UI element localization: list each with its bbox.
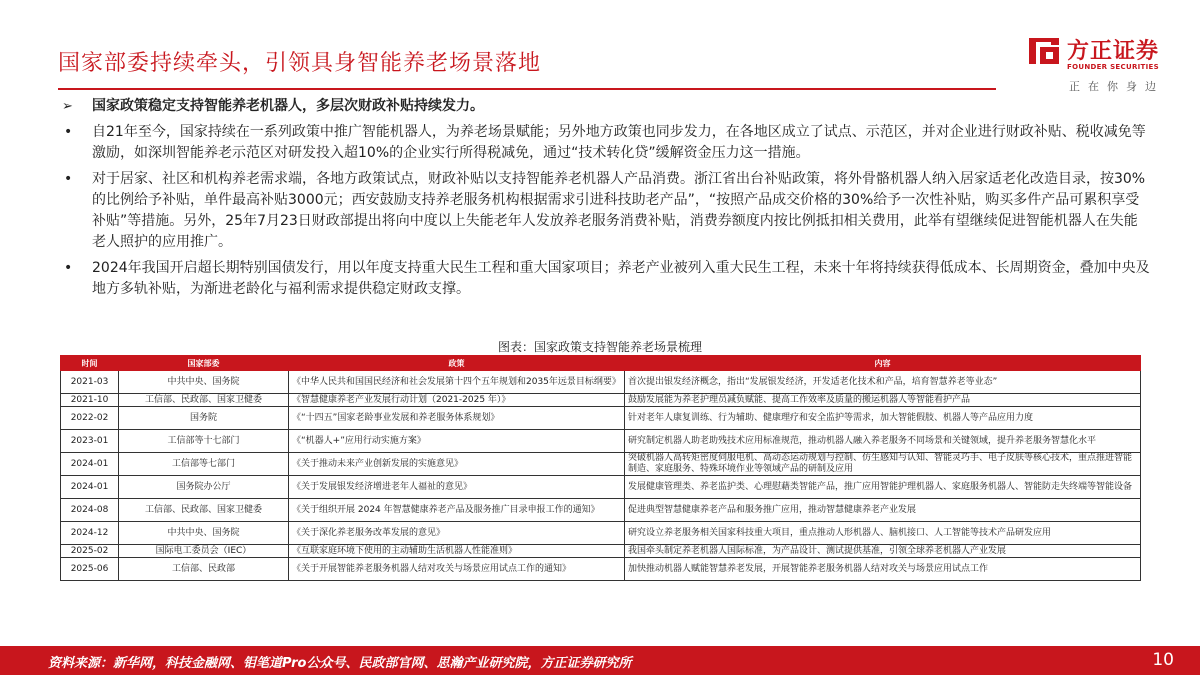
table-row xyxy=(61,371,1141,394)
cell-content: 加快推动机器人赋能智慧养老发展，开展智能养老服务机器人结对攻关与场景应用试点工作 xyxy=(625,558,1141,581)
table-row xyxy=(61,407,1141,430)
cell-policy: 《关于开展智能养老服务机器人结对攻关与场景应用试点工作的通知》 xyxy=(289,558,625,581)
table-row xyxy=(61,558,1141,581)
cell-time: 2021-03 xyxy=(61,371,119,394)
table-caption: 图表：国家政策支持智能养老场景梳理 xyxy=(497,340,702,354)
cell-time: 2022-02 xyxy=(61,407,119,430)
cell-ministry: 中共中央、国务院 xyxy=(119,522,289,545)
arrow-bullet-icon: ➢ xyxy=(62,99,73,114)
cell-ministry: 国务院办公厅 xyxy=(119,476,289,499)
table-row xyxy=(61,430,1141,453)
logo-name-cn: 方正证券 xyxy=(1067,39,1160,64)
table-row xyxy=(61,394,1141,407)
cell-ministry: 中共中央、国务院 xyxy=(119,371,289,394)
cell-time: 2021-10 xyxy=(61,394,119,407)
lead-text: 国家政策稳定支持智能养老机器人，多层次财政补贴持续发力。 xyxy=(92,98,484,114)
footer-bar xyxy=(0,646,1200,675)
logo-name-en: FOUNDER SECURITIES xyxy=(1067,63,1159,71)
cell-policy: 《“十四五”国家老龄事业发展和养老服务体系规划》 xyxy=(289,407,625,430)
bullet-text: 对于居家、社区和机构养老需求端，各地方政策试点，财政补贴以支持智能养老机器人产品消费。浙江省出台补贴政策，将外骨骼机器人纳入居家适老化改造目录，按30%的比例给予补贴，单件最高补贴3000元；西安鼓励支持养老服务机构根据需求引进科技助老产品”，“按照产品成交价格的30%给予一次性补贴，购买多件产品可累积享受补贴”等措施。另外，25年7月23日财政部提出将向中度以上失能老年人发放养老服务消费补贴，消费券额度内按比例抵扣相关费用，此举有望继续促进智能机器人在失能老人照护的应用推广。 xyxy=(92,171,1146,250)
header-ministry: 国家部委 xyxy=(119,356,289,371)
cell-policy: 《智慧健康养老产业发展行动计划（2021-2025 年）》 xyxy=(289,394,625,407)
lead-point xyxy=(60,96,1150,117)
source-note: 资料来源：新华网，科技金融网、钼笔道Pro公众号、民政部官网、思瀚产业研究院，方正证券研究所 xyxy=(48,656,632,671)
logo-slogan: 正在你身边 xyxy=(1069,80,1164,93)
page-number: 10 xyxy=(1152,650,1174,670)
page-title: 国家部委持续牵头，引领具身智能养老场景落地 xyxy=(58,51,542,76)
bullet-dot-icon: • xyxy=(64,171,73,187)
cell-content: 促进典型智慧健康养老产品和服务推广应用，推动智慧健康养老产业发展 xyxy=(625,499,1141,522)
cell-policy: 《“机器人+”应用行动实施方案》 xyxy=(289,430,625,453)
bullet-item xyxy=(60,258,1150,300)
cell-time: 2025-02 xyxy=(61,545,119,558)
cell-policy: 《关于组织开展 2024 年智慧健康养老产品及服务推广目录申报工作的通知》 xyxy=(289,499,625,522)
cell-ministry: 国务院 xyxy=(119,407,289,430)
header-content: 内容 xyxy=(625,356,1141,371)
founder-logo-icon xyxy=(1027,36,1061,66)
cell-time: 2024-01 xyxy=(61,453,119,476)
cell-policy: 《关于推动未来产业创新发展的实施意见》 xyxy=(289,453,625,476)
cell-ministry: 工信部等十七部门 xyxy=(119,430,289,453)
cell-ministry: 工信部、民政部 xyxy=(119,558,289,581)
cell-ministry: 工信部等七部门 xyxy=(119,453,289,476)
bullet-dot-icon: • xyxy=(64,260,73,276)
cell-ministry: 国际电工委员会（IEC） xyxy=(119,545,289,558)
cell-content: 针对老年人康复训练、行为辅助、健康理疗和安全监护等需求，加大智能假肢、机器人等产品应用力度 xyxy=(625,407,1141,430)
bullet-text: 2024年我国开启超长期特别国债发行，用以年度支持重大民生工程和重大国家项目；养老产业被列入重大民生工程，未来十年将持续获得低成本、长周期资金，叠加中央及地方多轨补贴，为渐进老龄化与福利需求提供稳定财政支撑。 xyxy=(92,260,1150,297)
bullet-item xyxy=(60,122,1150,164)
bullet-dot-icon: • xyxy=(64,124,73,140)
cell-content: 研究设立养老服务相关国家科技重大项目，重点推动人形机器人、脑机接口、人工智能等技术产品研发应用 xyxy=(625,522,1141,545)
body-text xyxy=(60,96,1150,300)
cell-ministry: 工信部、民政部、国家卫健委 xyxy=(119,499,289,522)
table-row xyxy=(61,453,1141,476)
cell-content: 首次提出银发经济概念，指出“发展银发经济，开发适老化技术和产品，培育智慧养老等业态” xyxy=(625,371,1141,394)
policy-table xyxy=(60,355,1141,581)
cell-policy: 《关于发展银发经济增进老年人福祉的意见》 xyxy=(289,476,625,499)
cell-policy: 《中华人民共和国国民经济和社会发展第十四个五年规划和2035年远景目标纲要》 xyxy=(289,371,625,394)
table-row xyxy=(61,522,1141,545)
founder-securities-logo xyxy=(1027,34,1177,98)
table-header-row xyxy=(61,356,1141,371)
bullet-item xyxy=(60,169,1150,253)
cell-policy: 《关于深化养老服务改革发展的意见》 xyxy=(289,522,625,545)
cell-policy: 《互联家庭环境下使用的主动辅助生活机器人性能准则》 xyxy=(289,545,625,558)
cell-time: 2024-01 xyxy=(61,476,119,499)
header-time: 时间 xyxy=(61,356,119,371)
cell-content: 鼓励发展能为养老护理员减负赋能、提高工作效率及质量的搬运机器人等智能看护产品 xyxy=(625,394,1141,407)
cell-time: 2024-08 xyxy=(61,499,119,522)
cell-content: 突破机器人高转矩密度伺服电机、高动态运动规划与控制、仿生感知与认知、智能灵巧手、电子皮肤等核心技术，重点推进智能制造、家庭服务、特殊环境作业等领域产品的研制及应用 xyxy=(625,453,1141,476)
cell-content: 我国牵头制定养老机器人国际标准，为产品设计、测试提供基准，引领全球养老机器人产业发展 xyxy=(625,545,1141,558)
cell-time: 2025-06 xyxy=(61,558,119,581)
cell-content: 发展健康管理类、养老监护类、心理慰藉类智能产品，推广应用智能护理机器人、家庭服务机器人、智能防走失终端等智能设备 xyxy=(625,476,1141,499)
table-row xyxy=(61,545,1141,558)
cell-content: 研究制定机器人助老助残技术应用标准规范，推动机器人融入养老服务不同场景和关键领域，提升养老服务智慧化水平 xyxy=(625,430,1141,453)
cell-ministry: 工信部、民政部、国家卫健委 xyxy=(119,394,289,407)
title-divider xyxy=(58,88,996,90)
cell-time: 2024-12 xyxy=(61,522,119,545)
header-policy: 政策 xyxy=(289,356,625,371)
bullet-text: 自21年至今，国家持续在一系列政策中推广智能机器人，为养老场景赋能；另外地方政策也同步发力，在各地区成立了试点、示范区，并对企业进行财政补贴、税收减免等激励，如深圳智能养老示范区对研发投入超10%的企业实行所得税减免，通过“技术转化贷”缓解资金压力这一措施。 xyxy=(92,124,1146,161)
table-row xyxy=(61,476,1141,499)
table-row xyxy=(61,499,1141,522)
cell-time: 2023-01 xyxy=(61,430,119,453)
